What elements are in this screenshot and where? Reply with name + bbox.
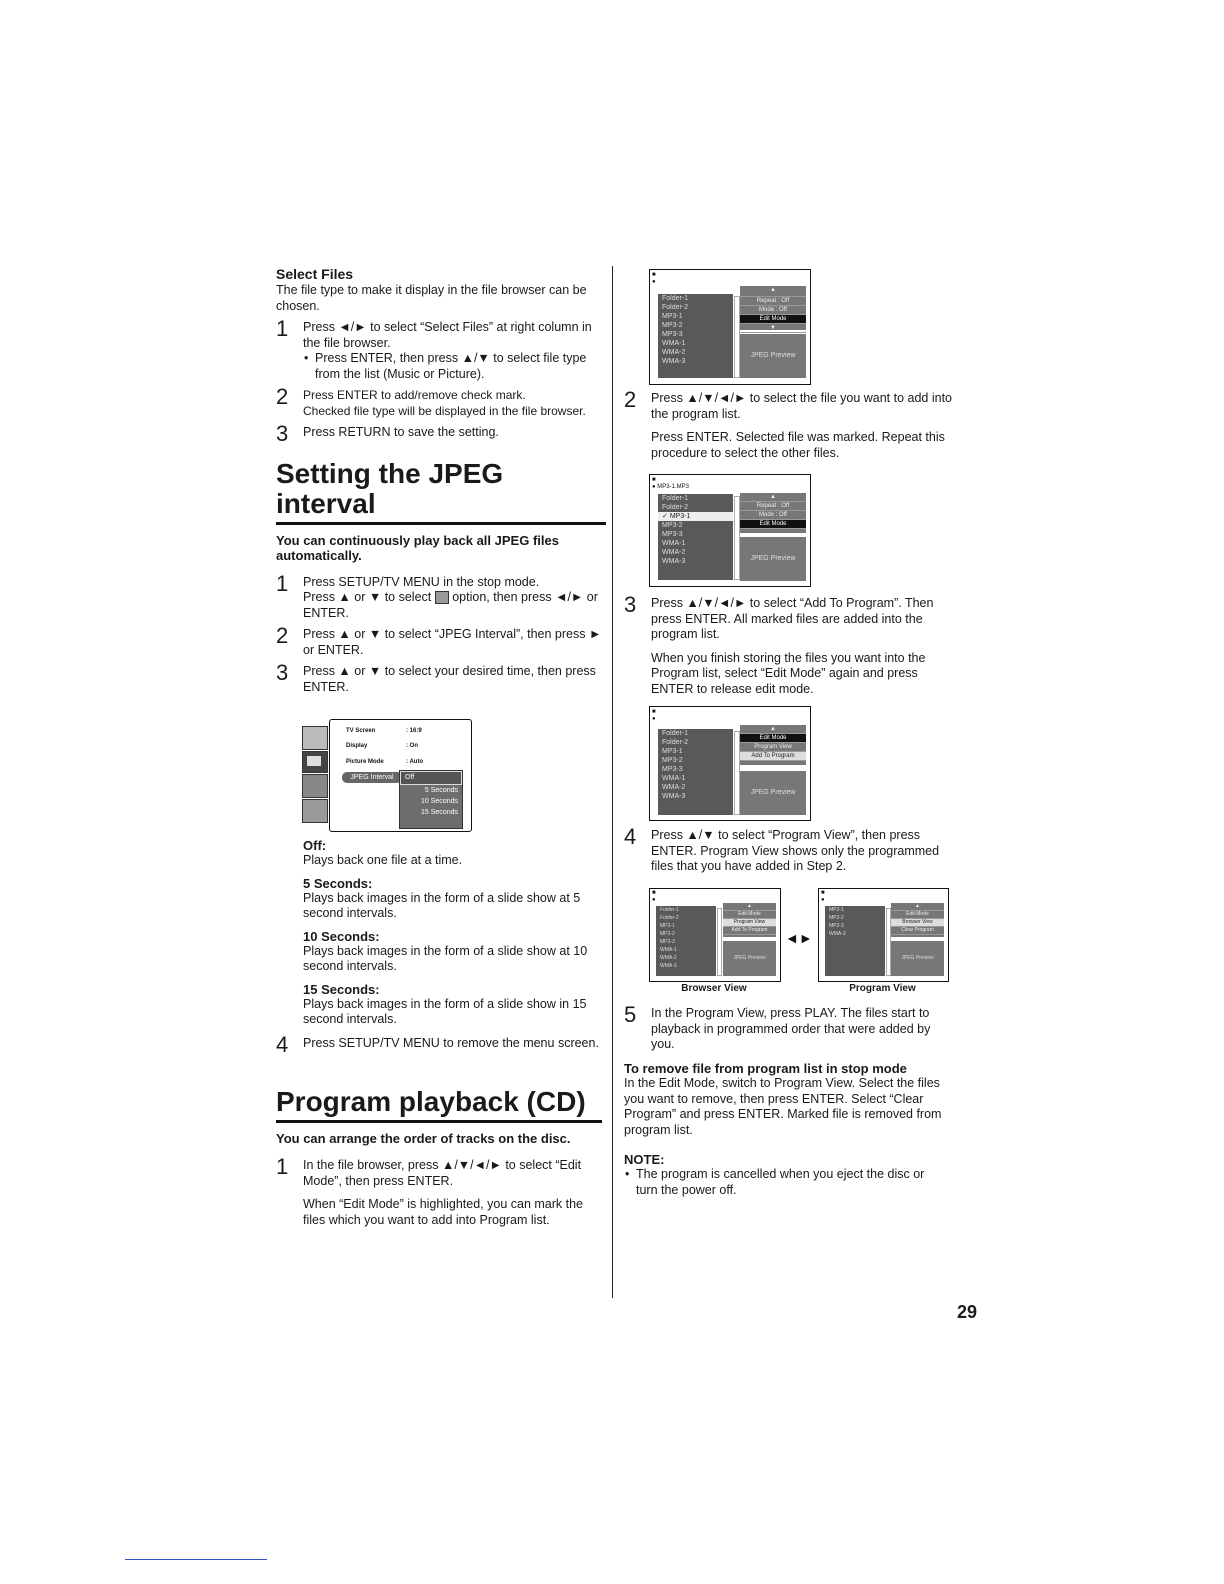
right-step-5 [624,1002,954,1053]
step-number: 4 [624,824,637,849]
list-item: WMA-3 [660,963,677,969]
menu-item-clear-program: Clear Program [891,927,944,935]
list-item: MP3-1 [662,748,683,755]
term-5-seconds: 5 Seconds: [303,875,373,891]
menu-item-edit-mode: Edit Mode [740,734,806,743]
term-15-desc: Plays back images in the form of a slide show in 15 second intervals. [303,996,587,1026]
step-number: 1 [276,1154,289,1179]
remove-from-program-section [624,1061,944,1138]
file-list [656,906,716,976]
edit-menu [740,286,806,330]
step-text: Press ◄/► to select “Select Files” at right column in the file browser. [303,320,592,350]
menu-value: : Auto [406,759,424,765]
option-off: Off [400,771,462,785]
menu-label: TV Screen [346,728,376,734]
list-item: WMA-1 [662,540,686,547]
step-text-2: When “Edit Mode” is highlighted, you can mark the files which you want to add into Program list. [303,1197,583,1227]
stop-icon: ■ [652,709,656,715]
list-item: WMA-3 [662,793,686,800]
list-item: MP3-2 [662,322,683,329]
list-item: WMA-1 [662,775,686,782]
picture-option-icon [435,591,449,604]
term-10-desc: Plays back images in the form of a slide show at 10 second intervals. [303,943,588,973]
menu-item-program-view: Program View [723,919,776,927]
jpeg-step-2 [276,623,606,658]
program-view-screen [818,888,949,982]
file-list [658,729,733,815]
list-item: MP3-3 [660,939,675,945]
edit-menu [723,903,776,937]
jpeg-preview: JPEG Preview [891,941,944,976]
list-item: MP3-3 [662,531,683,538]
step-text: Press ▲/▼/◄/► to select “Add To Program”. Then press ENTER. All marked files are added into the program list. [651,596,934,641]
column-divider [612,266,613,1298]
edit-menu [740,725,806,765]
program-section [276,1087,602,1228]
list-item: MP3-3 [662,766,683,773]
menu-item: Repeat : Off [740,297,806,306]
list-item: Folder-1 [662,495,689,502]
term-off: Off: [303,838,327,853]
list-item: MP3-1 [662,313,683,320]
jpeg-preview: JPEG Preview [740,334,806,378]
down-arrow-icon: ▼ [740,324,806,333]
stop-icon: ■ [821,890,825,896]
menu-item-edit-mode: Edit Mode [740,520,806,529]
menu-item: Program View [740,743,806,752]
step-body [624,1002,954,1053]
jpeg-step-4-wrap [276,1032,606,1057]
jpeg-intro: You can continuously play back all JPEG files automatically. [276,532,559,563]
right-step-4 [624,824,954,875]
step-number: 3 [624,592,637,617]
left-column [276,266,606,695]
right-step-2 [624,387,954,461]
up-arrow-icon: ▲ [723,903,776,911]
stop-icon: ■ [652,890,656,896]
list-item: MP3-1 [660,923,675,929]
list-item: Folder-1 [660,907,679,913]
step-body [624,824,954,875]
jpeg-preview: JPEG Preview [740,771,806,815]
jpeg-section-title-line-1: Setting the JPEG [276,457,504,489]
section-rule [276,522,606,525]
list-item: Folder-2 [660,915,679,921]
jpeg-step-3 [276,660,606,695]
jpeg-step-1 [276,570,606,622]
step-body [624,592,954,697]
jpeg-setup-menu-illustration [302,719,471,831]
list-item-marked: ✓ MP3-1 [658,512,733,521]
scrollbar [717,908,722,976]
list-item: MP3-2 [829,915,844,921]
menu-item-add-to-program: Add To Program [740,752,806,761]
step-text-2: Checked file type will be displayed in the file browser. [303,403,586,418]
list-item: WMA-3 [662,358,686,365]
remove-heading: To remove file from program list in stop mode [624,1061,907,1076]
step-number: 1 [276,316,289,341]
step-text-2: When you finish storing the files you want into the Program list, select “Edit Mode” again and press ENTER to release edit mode. [651,650,926,696]
option-15-seconds: 15 Seconds [421,809,458,816]
interval-options [399,770,463,829]
menu-item: Edit Mode [723,911,776,919]
edit-menu [891,903,944,937]
menu-item: Mode : Off [740,306,806,315]
speaker-icon [302,774,328,798]
jpeg-section-title-line-2: interval [276,487,376,519]
step-number: 5 [624,1002,637,1027]
step-number: 2 [624,387,637,412]
term-off-desc: Plays back one file at a time. [303,853,463,867]
interval-definitions [303,838,608,1028]
menu-item: Add To Program [723,927,776,935]
disc-icon: ● [652,716,656,722]
menu-value: : On [406,743,418,749]
edit-menu [740,493,806,533]
browser-view-caption: Browser View [681,983,747,994]
list-item: Folder-2 [662,504,689,511]
up-arrow-icon: ▲ [740,286,806,297]
jpeg-interval-highlight: JPEG Interval [342,772,402,783]
up-arrow-icon: ▲ [891,903,944,911]
select-files-heading: Select Files [276,266,354,282]
file-browser-screen-1 [649,269,811,385]
right-step-3 [624,592,954,697]
list-item: MP3-2 [662,522,683,529]
file-list [658,294,733,378]
list-item: WMA-2 [662,349,686,356]
step-number: 3 [276,660,289,685]
list-item: Folder-2 [662,304,689,311]
step-number: 2 [276,623,289,648]
disc-icon: ● [821,897,825,903]
list-item: WMA-2 [662,549,686,556]
term-10-seconds: 10 Seconds: [303,928,380,944]
step-text: Press ▲/▼/◄/► to select the file you want to add into the program list. [651,391,953,421]
term-5-desc: Plays back images in the form of a slide show at 5 second intervals. [303,890,581,920]
note-heading: NOTE: [624,1152,665,1167]
list-item: Folder-2 [662,739,689,746]
list-item: MP3-1 [829,907,844,913]
jpeg-preview: JPEG Preview [740,537,806,581]
program-intro: You can arrange the order of tracks on the disc. [276,1131,571,1146]
path-label: ● MP3-1.MP3 [652,484,689,490]
step-body [624,387,954,461]
option-10-seconds: 10 Seconds [421,798,458,805]
file-list [658,494,733,580]
list-item: MP3-2 [660,931,675,937]
menu-label: Picture Mode [346,759,384,765]
program-step-1 [276,1154,602,1228]
disc-icon: ● [652,279,656,285]
menu-item-edit-mode: Edit Mode [740,315,806,324]
picture-icon [302,751,328,773]
note-text: • The program is cancelled when you eject the disc or turn the power off. [624,1167,944,1198]
up-arrow-icon: ▲ [740,725,806,734]
option-5-seconds: 5 Seconds [424,787,458,794]
list-item: WMA-2 [660,955,677,961]
footer-line [125,1559,267,1560]
file-browser-screen-2 [649,474,811,587]
step-text: Press RETURN to save the setting. [303,425,499,439]
step-number: 2 [276,384,289,409]
term-15-seconds: 15 Seconds: [303,981,380,997]
stop-icon: ■ [652,272,656,278]
menu-item-browser-view: Browser View [891,919,944,927]
menu-value: : 16:9 [406,728,422,734]
menu-item: Edit Mode [891,911,944,919]
up-arrow-icon: ▲ [740,493,806,502]
list-item: WMA-3 [829,931,846,937]
step-text-2: Press ▲ or ▼ to select option, then press ◄/► or ENTER. [303,590,598,620]
program-view-caption: Program View [849,983,916,994]
step-text: Press ENTER to add/remove check mark. [303,388,526,402]
menu-label: Display [346,743,368,749]
list-item: WMA-3 [662,558,686,565]
step-text: In the file browser, press ▲/▼/◄/► to select “Edit Mode”, then press ENTER. [303,1158,582,1188]
globe-icon [302,726,328,750]
remove-text: In the Edit Mode, switch to Program View. Select the files you want to remove, then press ENTER. Select “Clear Program” and press ENTER. Marked file is removed from program list. [624,1076,942,1137]
jpeg-preview: JPEG Preview [723,941,776,976]
list-item: WMA-2 [662,784,686,791]
list-item: WMA-1 [660,947,677,953]
select-files-intro: The file type to make it display in the file browser can be chosen. [276,283,587,313]
select-files-step-1 [276,316,606,382]
browser-view-screen [649,888,781,982]
menu-item: Repeat : Off [740,502,806,511]
list-item: MP3-3 [829,923,844,929]
list-item: Folder-1 [662,730,689,737]
step-text: Press SETUP/TV MENU to remove the menu screen. [303,1036,599,1050]
step-text-2: Press ENTER. Selected file was marked. Repeat this procedure to select the other files. [651,430,945,460]
settings-icon [302,799,328,823]
select-files-step-3 [276,421,606,446]
select-files-step-2 [276,384,606,419]
jpeg-step-4 [276,1032,606,1057]
menu-item: Mode : Off [740,511,806,520]
step-text: Press ▲ or ▼ to select your desired time, then press ENTER. [303,664,596,694]
program-list [825,906,885,976]
step-text: Press ▲/▼ to select “Program View”, then press ENTER. Program View shows only the programmed files that you have added in Step 2. [651,828,940,873]
step-text: Press SETUP/TV MENU in the stop mode. [303,574,540,589]
file-browser-screen-3 [649,706,811,821]
list-item: WMA-1 [662,340,686,347]
list-item: MP3-2 [662,757,683,764]
step-number: 4 [276,1032,289,1057]
step-text: Press ▲ or ▼ to select “JPEG Interval”, then press ► or ENTER. [303,627,602,657]
page-number: 29 [957,1302,978,1322]
list-item: MP3-3 [662,331,683,338]
list-item: Folder-1 [662,295,689,302]
step-number: 1 [276,570,289,596]
step-text: In the Program View, press PLAY. The files start to playback in programmed order that were added by you. [651,1006,931,1051]
step-number: 3 [276,421,289,446]
section-rule [276,1120,602,1123]
double-arrow-icon: ◄► [785,930,813,946]
note-section [624,1152,944,1198]
disc-icon: ● [652,897,656,903]
stop-icon: ■ [652,477,656,483]
program-section-title: Program playback (CD) [276,1086,586,1117]
step-bullet: • Press ENTER, then press ▲/▼ to select file type from the list (Music or Picture). [303,351,606,382]
